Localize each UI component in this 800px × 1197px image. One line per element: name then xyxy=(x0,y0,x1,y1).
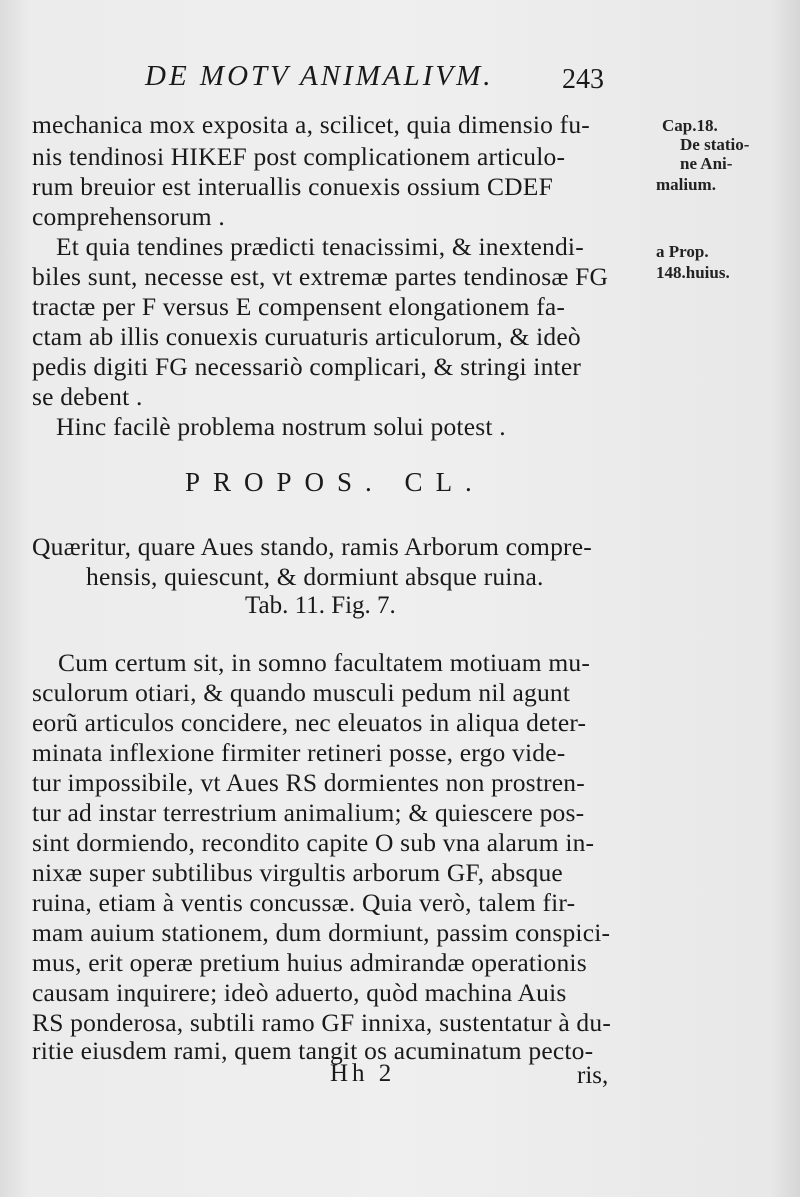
margin-note-line: malium. xyxy=(656,175,716,194)
text-line: pedis digiti FG necessariò complicari, & stringi inter xyxy=(32,352,582,381)
margin-note-line: ne Ani- xyxy=(680,154,733,173)
question-line: hensis, quiescunt, & dormiunt absque ruina. xyxy=(86,562,544,591)
text-line: biles sunt, necesse est, vt extremæ partes tendinosæ FG xyxy=(32,262,609,291)
figure-reference: Tab. 11. Fig. 7. xyxy=(245,592,396,619)
margin-note-line: a Prop. xyxy=(656,242,709,261)
text-line: eorũ articulos concidere, nec eleuatos in aliqua deter- xyxy=(32,708,587,737)
question-line: Quæritur, quare Aues stando, ramis Arborum compre- xyxy=(32,532,592,561)
text-line: mus, erit operæ pretium huius admirandæ operationis xyxy=(32,948,587,977)
catchword: ris, xyxy=(577,1062,609,1089)
text-line: RS ponderosa, subtili ramo GF innixa, sustentatur à du- xyxy=(32,1008,612,1037)
text-line: minata inflexione firmiter retineri posse, ergo vide- xyxy=(32,738,566,767)
margin-note-line: 148.huius. xyxy=(656,263,730,282)
text-line: nis tendinosi HIKEF post complicationem articulo- xyxy=(32,142,566,171)
text-line: tur impossibile, vt Aues RS dormientes non prostren- xyxy=(32,768,585,797)
signature-mark: Hh 2 xyxy=(330,1060,396,1087)
margin-note-line: Cap.18. xyxy=(662,116,718,135)
text-line: mam auium stationem, dum dormiunt, passim conspici- xyxy=(32,918,611,947)
text-line: mechanica mox exposita a, scilicet, quia dimensio fu- xyxy=(32,110,590,139)
text-line: nixæ super subtilibus virgultis arborum GF, absque xyxy=(32,858,563,887)
text-line: sculorum otiari, & quando musculi pedum nil agunt xyxy=(32,678,571,707)
running-title: DE MOTV ANIMALIVM. xyxy=(145,60,494,92)
proposition-heading: PROPOS. CL. xyxy=(185,467,485,497)
text-line: ritie eiusdem rami, quem tangit os acuminatum pecto- xyxy=(32,1036,594,1065)
text-line: Hinc facilè problema nostrum solui potest . xyxy=(56,412,506,441)
text-line: ctam ab illis conuexis curuaturis articulorum, & ideò xyxy=(32,322,581,351)
text-line: se debent . xyxy=(32,382,143,411)
text-line: tur ad instar terrestrium animalium; & quiescere pos- xyxy=(32,798,585,827)
text-line: ruina, etiam à ventis concussæ. Quia verò, talem fir- xyxy=(32,888,576,917)
text-line: tractæ per F versus E compensent elongationem fa- xyxy=(32,292,566,321)
text-line: rum breuior est interuallis conuexis ossium CDEF xyxy=(32,172,553,201)
text-line: Cum certum sit, in somno facultatem motiuam mu- xyxy=(58,648,591,677)
text-line: Et quia tendines prædicti tenacissimi, & inextendi- xyxy=(56,232,584,261)
page-number: 243 xyxy=(562,64,604,95)
text-line: comprehensorum . xyxy=(32,202,225,231)
margin-note-line: De statio- xyxy=(680,135,750,154)
text-line: causam inquirere; ideò aduerto, quòd machina Auis xyxy=(32,978,567,1007)
text-line: sint dormiendo, recondito capite O sub vna alarum in- xyxy=(32,828,595,857)
